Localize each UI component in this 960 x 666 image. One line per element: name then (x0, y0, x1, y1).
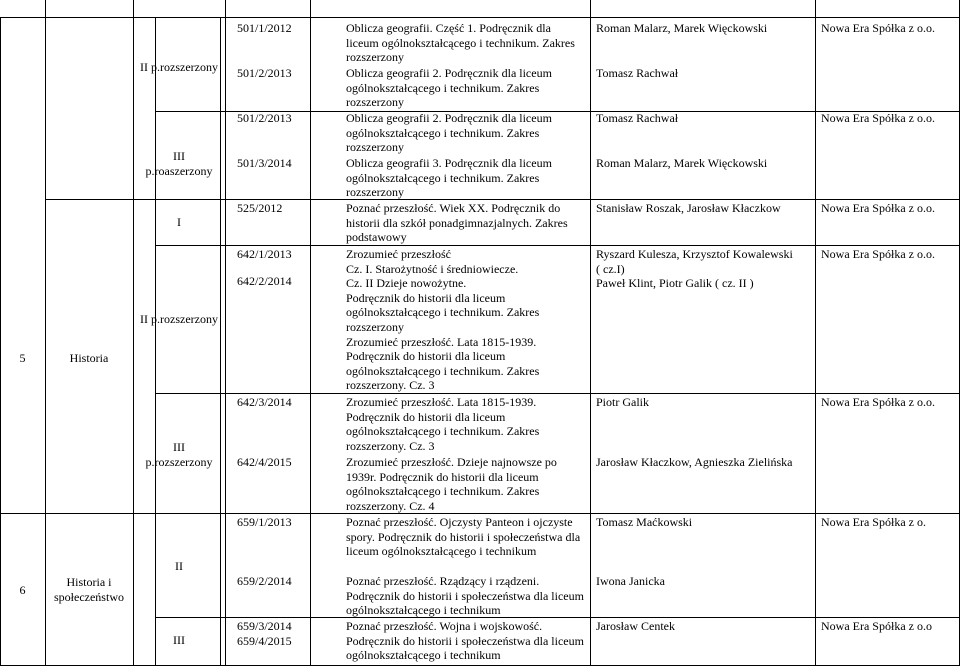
title-line: rozszerzony (346, 319, 404, 334)
level-label: I (177, 215, 181, 229)
row-divider (155, 393, 960, 394)
program-number: 525/2012 (237, 201, 283, 215)
publisher: Nowa Era Spółka z o.o. (821, 111, 935, 125)
publisher: Nowa Era Spółka z o.o. (821, 247, 935, 261)
publisher: Nowa Era Spółka z o.o (821, 619, 932, 633)
program-number: 642/4/2015 (237, 455, 292, 469)
subject-name: Historia (69, 351, 109, 365)
level-label (133, 149, 225, 178)
program-number: 659/1/2013 (237, 515, 292, 529)
title-line: Cz. I. Starożytność i średniowiecze. (346, 261, 519, 276)
level-label: II (175, 559, 183, 573)
publisher: Nowa Era Spółka z o.o. (821, 21, 935, 35)
subject-name-line: Historia i (66, 575, 112, 589)
publisher: Nowa Era Spółka z o.o. (821, 395, 935, 409)
author: Jarosław Centek (596, 619, 675, 633)
subject-name (45, 575, 133, 604)
subject-number: 6 (19, 583, 26, 597)
author: Piotr Galik (596, 395, 649, 409)
program-number: 659/3/2014 (237, 619, 292, 633)
book-title: Oblicza geografii 3. Podręcznik dla liceum ogólnokształcącego i technikum. Zakres rozszerzony (346, 156, 552, 200)
title-line: Zrozumieć przeszłość (346, 247, 451, 261)
book-title: Poznać przeszłość. Ojczysty Panteon i ojczyste spory. Podręcznik do historii i społeczeństwa dla liceum ogólnokształcącego i technikum (346, 515, 581, 559)
author: Tomasz Rachwał (596, 66, 679, 80)
level-label: II p.rozszerzony (140, 312, 218, 326)
author-line: Paweł Klint, Piotr Galik ( cz. II ) (596, 276, 754, 291)
author: Stanisław Roszak, Jarosław Kłaczkow (596, 201, 781, 215)
level-label: II p.rozszerzony (140, 60, 218, 74)
author: Tomasz Maćkowski (596, 515, 693, 529)
title-line: rozszerzony. Cz. 3 (346, 378, 435, 393)
book-title (346, 247, 586, 393)
column-divider (45, 0, 46, 666)
column-divider (0, 17, 1, 666)
program-number: 659/2/2014 (237, 574, 292, 588)
publisher: Nowa Era Spółka z o. (821, 515, 926, 529)
row-divider (0, 17, 960, 18)
program-number: 642/2/2014 (237, 274, 292, 288)
author: Roman Malarz, Marek Więckowski (596, 21, 768, 35)
title-line: ogólnokształcącego i technikum. Zakres (346, 363, 540, 378)
level-label (133, 440, 225, 469)
program-number: 642/3/2014 (237, 395, 292, 409)
column-divider (815, 0, 816, 666)
level-line: III (173, 440, 185, 454)
book-title: Poznać przeszłość. Rządzący i rządzeni. Podręcznik do historii i społeczeństwa dla liceum ogólnokształcącego i technikum (346, 574, 584, 618)
level-line: p.roaszerzony (145, 163, 213, 178)
program-number: 659/4/2015 (237, 634, 292, 648)
title-line: Podręcznik do historii dla liceum (346, 290, 506, 305)
subject-name-line: społeczeństwo (54, 589, 124, 604)
title-line: ogólnokształcącego i technikum. Zakres (346, 305, 540, 320)
title-line: Podręcznik do historii dla liceum (346, 349, 506, 364)
publisher: Nowa Era Spółka z o.o. (821, 201, 935, 215)
column-divider (590, 0, 591, 666)
row-divider (155, 245, 960, 246)
author: Tomasz Rachwał (596, 111, 679, 125)
author-line: ( cz.I) (596, 261, 625, 276)
title-line: Cz. II Dzieje nowożytne. (346, 276, 467, 291)
column-divider (310, 0, 311, 666)
column-divider (225, 0, 226, 666)
author-line: Ryszard Kulesza, Krzysztof Kowalewski (596, 247, 793, 261)
level-line: p.rozszerzony (145, 454, 213, 469)
program-number: 501/2/2013 (237, 66, 292, 80)
author (596, 247, 812, 291)
program-number: 501/2/2013 (237, 111, 292, 125)
subject-number: 5 (19, 351, 26, 365)
author: Iwona Janicka (596, 574, 665, 588)
book-title: Oblicza geografii. Część 1. Podręcznik dla liceum ogólnokształcącego i technikum. Zakres rozszerzony (346, 21, 575, 65)
level-label: III (173, 633, 185, 647)
title-line: Zrozumieć przeszłość. Lata 1815-1939. (346, 334, 537, 349)
program-number: 501/3/2014 (237, 156, 292, 170)
level-line: III (173, 149, 185, 163)
book-title: Zrozumieć przeszłość. Dzieje najnowsze po 1939r. Podręcznik do historii dla liceum ogólnokształcącego i technikum. Zakres rozszerzony. Cz. 4 (346, 455, 557, 513)
book-title: Poznać przeszłość. Wiek XX. Podręcznik do historii dla szkół ponadgimnazjalnych. Zakres podstawowy (346, 201, 568, 245)
author: Jarosław Kłaczkow, Agnieszka Zielińska (596, 455, 793, 469)
program-number: 501/1/2012 (237, 21, 292, 35)
book-title: Oblicza geografii 2. Podręcznik dla liceum ogólnokształcącego i technikum. Zakres rozszerzony (346, 66, 552, 110)
author: Roman Malarz, Marek Więckowski (596, 156, 768, 170)
book-title: Zrozumieć przeszłość. Lata 1815-1939. Podręcznik do historii dla liceum ogólnokształcącego i technikum. Zakres rozszerzony. Cz. 3 (346, 395, 540, 453)
book-title: Poznać przeszłość. Wojna i wojskowość. Podręcznik do historii i społeczeństwa dla liceum ogólnokształcącego i technikum (346, 619, 584, 663)
book-title: Oblicza geografii 2. Podręcznik dla liceum ogólnokształcącego i technikum. Zakres rozszerzony (346, 111, 552, 155)
program-number: 642/1/2013 (237, 247, 292, 261)
